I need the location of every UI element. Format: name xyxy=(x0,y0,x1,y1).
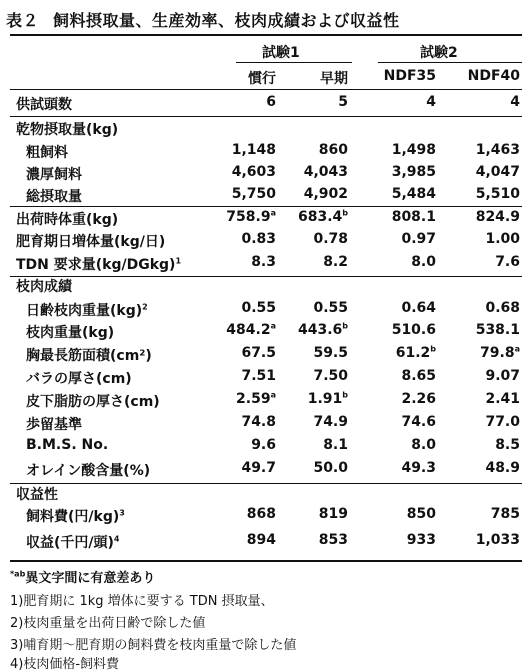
section-heading: 枝肉成績 xyxy=(16,279,72,295)
cell-value: 8.3 xyxy=(251,254,276,270)
cell-value: 850 xyxy=(406,506,436,522)
table-cell xyxy=(319,506,348,522)
table-cell xyxy=(401,460,436,476)
table-cell xyxy=(313,368,348,384)
table-cell xyxy=(247,532,276,548)
cell-value: 443.6 xyxy=(297,322,343,338)
table-cell xyxy=(304,164,348,180)
group-underline-2 xyxy=(378,62,522,63)
footnote-text: 1)肥育期に 1kg 増体に要する TDN 摂取量、 xyxy=(10,594,274,609)
row-label xyxy=(16,231,165,251)
table-cell xyxy=(401,391,436,407)
row-label xyxy=(26,186,82,206)
table-cell xyxy=(407,532,436,548)
row-label xyxy=(26,300,148,320)
table-row xyxy=(0,300,528,322)
footnote-marker: 4 xyxy=(113,534,120,544)
cell-value: 510.6 xyxy=(391,322,436,338)
top-rule xyxy=(10,34,522,36)
table-cell xyxy=(476,164,520,180)
table-cell xyxy=(476,532,520,548)
table-cell xyxy=(485,300,520,316)
column-header: NDF35 xyxy=(383,68,436,84)
cell-value: 4,047 xyxy=(475,164,520,180)
row-label xyxy=(26,345,152,365)
footnote-text: 異文字間に有意差あり xyxy=(25,571,156,586)
table-row xyxy=(0,186,528,208)
table-cell xyxy=(491,506,520,522)
cell-value: 48.9 xyxy=(485,460,520,476)
cell-value: 484.2 xyxy=(226,322,271,338)
table-row xyxy=(0,391,528,413)
table-cell xyxy=(308,391,348,407)
table-cell xyxy=(392,186,436,202)
cell-value: 8.5 xyxy=(495,437,520,453)
cell-value: 0.68 xyxy=(485,300,520,316)
table-cell xyxy=(485,460,520,476)
cell-value: 4,902 xyxy=(303,186,348,202)
table-cell xyxy=(232,142,276,158)
table-cell xyxy=(411,254,436,270)
cell-value: 77.0 xyxy=(485,414,520,430)
table-cell xyxy=(401,231,436,247)
footnote-marker: 3 xyxy=(119,508,125,518)
table-cell xyxy=(411,437,436,453)
group-underline-1 xyxy=(236,62,352,63)
table-cell xyxy=(510,94,520,110)
row-label xyxy=(26,391,160,411)
cell-value: 74.6 xyxy=(401,414,436,430)
table-cell xyxy=(251,254,276,270)
table-row xyxy=(0,254,528,276)
cell-value: 0.55 xyxy=(241,300,276,316)
table-cell xyxy=(241,414,276,430)
row-label xyxy=(26,506,125,526)
row-label-text: 枝肉重量(kg) xyxy=(26,325,115,341)
footnote xyxy=(10,634,296,653)
row-label-text: 収益(千円/頭) xyxy=(26,535,114,551)
row-label xyxy=(26,322,114,342)
table-cell xyxy=(392,322,436,338)
row-label-text: バラの厚さ(cm) xyxy=(26,371,132,387)
cell-value: 8.0 xyxy=(411,437,436,453)
table-row xyxy=(0,94,528,116)
row-label xyxy=(16,254,181,274)
row-label-text: 供試頭数 xyxy=(16,97,72,113)
table-cell xyxy=(401,368,436,384)
table-row xyxy=(0,437,528,459)
table-cell xyxy=(226,209,276,225)
cell-value: 894 xyxy=(246,532,276,548)
column-header: NDF40 xyxy=(467,68,520,84)
cell-value: 67.5 xyxy=(241,345,276,361)
cell-value: 853 xyxy=(318,532,348,548)
table-title xyxy=(6,8,400,31)
table-cell xyxy=(313,300,348,316)
cell-value: 8.0 xyxy=(411,254,436,270)
cell-value: 4 xyxy=(510,94,520,110)
table-cell xyxy=(226,322,276,338)
header-rule xyxy=(10,89,522,90)
significance-marker: a xyxy=(514,344,520,354)
table-cell xyxy=(232,164,276,180)
cell-value: 9.07 xyxy=(485,368,520,384)
table-cell xyxy=(241,345,276,361)
cell-value: 5,484 xyxy=(391,186,436,202)
table-cell xyxy=(241,368,276,384)
table-row xyxy=(0,414,528,436)
cell-value: 2.26 xyxy=(401,391,436,407)
row-label-text: 総摂取量 xyxy=(26,189,82,205)
significance-marker: a xyxy=(270,208,276,218)
cell-value: 49.3 xyxy=(401,460,436,476)
cell-value: 824.9 xyxy=(475,209,520,225)
footnote-text: 3)哺育期～肥育期の飼料費を枝肉重量で除した値 xyxy=(10,638,297,653)
row-label xyxy=(26,368,132,388)
table-row xyxy=(0,231,528,253)
table-cell xyxy=(323,254,348,270)
table-cell xyxy=(495,437,520,453)
cell-value: 74.9 xyxy=(313,414,348,430)
cell-value: 683.4 xyxy=(297,209,343,225)
cell-value: 0.78 xyxy=(313,231,348,247)
table-row xyxy=(0,142,528,164)
table-cell xyxy=(495,254,520,270)
row-label xyxy=(16,209,118,229)
cell-value: 8.2 xyxy=(323,254,348,270)
row-label-text: 濃厚飼料 xyxy=(26,167,82,183)
row-label-text: 肥育期日増体量(kg/日) xyxy=(16,234,166,250)
table-cell xyxy=(476,186,520,202)
cell-value: 9.6 xyxy=(251,437,276,453)
cell-value: 2.59 xyxy=(236,391,271,407)
cell-value: 0.97 xyxy=(401,231,436,247)
cell-value: 1,463 xyxy=(475,142,520,158)
footnote-marker: *ab xyxy=(10,569,26,579)
column-header: 早期 xyxy=(320,71,348,87)
row-label-text: オレイン酸含量(%) xyxy=(26,463,151,479)
cell-value: 785 xyxy=(490,506,520,522)
table-cell xyxy=(313,460,348,476)
row-label xyxy=(26,142,68,162)
table-caption: 飼料摂取量、生産効率、枝肉成績および収益性 xyxy=(53,11,400,30)
footnote-text: 2)枝肉重量を出荷日齢で除した値 xyxy=(10,616,206,631)
table-cell xyxy=(476,142,520,158)
significance-marker: b xyxy=(342,390,348,400)
table-cell xyxy=(392,164,436,180)
table-cell xyxy=(338,94,348,110)
table-cell xyxy=(298,322,348,338)
table-cell xyxy=(319,142,348,158)
section-heading: 乾物摂取量(kg) xyxy=(16,122,119,138)
cell-value: 8.65 xyxy=(401,368,436,384)
cell-value: 933 xyxy=(406,532,436,548)
table-cell xyxy=(476,209,520,225)
significance-marker: b xyxy=(342,208,348,218)
table-cell xyxy=(313,345,348,361)
column-header: 慣行 xyxy=(248,71,276,87)
table-cell xyxy=(485,414,520,430)
cell-value: 5 xyxy=(338,94,348,110)
significance-marker: b xyxy=(342,321,348,331)
cell-value: 808.1 xyxy=(391,209,436,225)
table-cell xyxy=(304,186,348,202)
row-divider xyxy=(10,116,522,117)
group-header-2: 試験2 xyxy=(420,45,458,61)
table-cell xyxy=(392,209,436,225)
table-cell xyxy=(232,186,276,202)
cell-value: 7.6 xyxy=(495,254,520,270)
cell-value: 4,603 xyxy=(231,164,276,180)
table-row xyxy=(0,322,528,344)
footnote-text: 4)枝肉価格-飼料費 xyxy=(10,657,120,672)
table-cell xyxy=(401,300,436,316)
row-label-text: 胸最長筋面積(cm²) xyxy=(26,348,152,364)
cell-value: 758.9 xyxy=(226,209,271,225)
row-label-text: TDN 要求量(kg/DGkg) xyxy=(16,257,176,273)
significance-marker: b xyxy=(430,344,436,354)
table-cell xyxy=(313,231,348,247)
cell-value: 4 xyxy=(426,94,436,110)
table-cell xyxy=(241,231,276,247)
table-row xyxy=(0,532,528,554)
row-label-text: 日齢枝肉重量(kg) xyxy=(26,303,143,319)
table-cell xyxy=(407,506,436,522)
cell-value: 50.0 xyxy=(313,460,348,476)
table-cell xyxy=(236,391,276,407)
cell-value: 0.83 xyxy=(241,231,276,247)
table-cell xyxy=(426,94,436,110)
significance-marker: a xyxy=(270,321,276,331)
table-cell xyxy=(392,142,436,158)
footnote-marker: 2 xyxy=(142,302,148,312)
table-cell xyxy=(476,322,520,338)
cell-value: 1,033 xyxy=(475,532,520,548)
cell-value: 49.7 xyxy=(241,460,276,476)
table-row xyxy=(0,345,528,367)
table-row xyxy=(0,209,528,231)
table-cell xyxy=(319,532,348,548)
footnote xyxy=(10,612,205,631)
table-cell xyxy=(485,368,520,384)
table-cell xyxy=(485,391,520,407)
cell-value: 1,498 xyxy=(391,142,436,158)
footnote xyxy=(10,590,274,609)
table-cell xyxy=(298,209,348,225)
cell-value: 3,985 xyxy=(391,164,436,180)
table-cell xyxy=(485,231,520,247)
row-label-text: 歩留基準 xyxy=(26,417,82,433)
row-label-text: 粗飼料 xyxy=(26,145,68,161)
table-cell xyxy=(323,437,348,453)
cell-value: 59.5 xyxy=(313,345,348,361)
footnote xyxy=(10,653,119,672)
row-divider xyxy=(10,276,522,277)
row-divider xyxy=(10,206,522,207)
table-row xyxy=(0,460,528,482)
table-cell xyxy=(480,345,520,361)
significance-marker: a xyxy=(270,390,276,400)
table-cell xyxy=(247,506,276,522)
table-cell xyxy=(313,414,348,430)
footnote xyxy=(10,567,155,586)
table-cell xyxy=(401,414,436,430)
table-cell xyxy=(251,437,276,453)
row-label xyxy=(26,532,120,552)
table-cell xyxy=(241,300,276,316)
cell-value: 0.55 xyxy=(313,300,348,316)
cell-value: 6 xyxy=(266,94,276,110)
table-row xyxy=(0,368,528,390)
row-divider xyxy=(10,483,522,484)
row-label-text: B.M.S. No. xyxy=(26,437,109,453)
row-label xyxy=(16,94,72,114)
cell-value: 4,043 xyxy=(303,164,348,180)
cell-value: 61.2 xyxy=(395,345,431,361)
cell-value: 5,510 xyxy=(475,186,520,202)
cell-value: 2.41 xyxy=(485,391,520,407)
table-row xyxy=(0,506,528,528)
cell-value: 74.8 xyxy=(241,414,276,430)
cell-value: 7.50 xyxy=(313,368,348,384)
row-label xyxy=(26,164,82,184)
cell-value: 8.1 xyxy=(323,437,348,453)
cell-value: 1,148 xyxy=(231,142,276,158)
row-label-text: 皮下脂肪の厚さ(cm) xyxy=(26,394,160,410)
cell-value: 7.51 xyxy=(241,368,276,384)
cell-value: 0.64 xyxy=(401,300,436,316)
table-row xyxy=(0,164,528,186)
cell-value: 1.91 xyxy=(307,391,343,407)
table-number: 表２ xyxy=(6,11,40,30)
cell-value: 79.8 xyxy=(480,345,515,361)
cell-value: 1.00 xyxy=(485,231,520,247)
section-heading: 収益性 xyxy=(16,487,58,503)
cell-value: 868 xyxy=(246,506,276,522)
cell-value: 860 xyxy=(318,142,348,158)
cell-value: 5,750 xyxy=(231,186,276,202)
bottom-rule xyxy=(10,560,522,562)
row-label-text: 出荷時体重(kg) xyxy=(16,212,119,228)
cell-value: 538.1 xyxy=(475,322,520,338)
row-label-text: 飼料費(円/kg) xyxy=(26,509,120,525)
group-header-1: 試験1 xyxy=(262,45,300,61)
cell-value: 819 xyxy=(318,506,348,522)
row-label xyxy=(26,460,150,480)
table-cell xyxy=(266,94,276,110)
row-label xyxy=(26,437,108,453)
footnote-marker: 1 xyxy=(175,256,182,266)
row-label xyxy=(26,414,82,434)
table-cell xyxy=(241,460,276,476)
table-cell xyxy=(396,345,436,361)
